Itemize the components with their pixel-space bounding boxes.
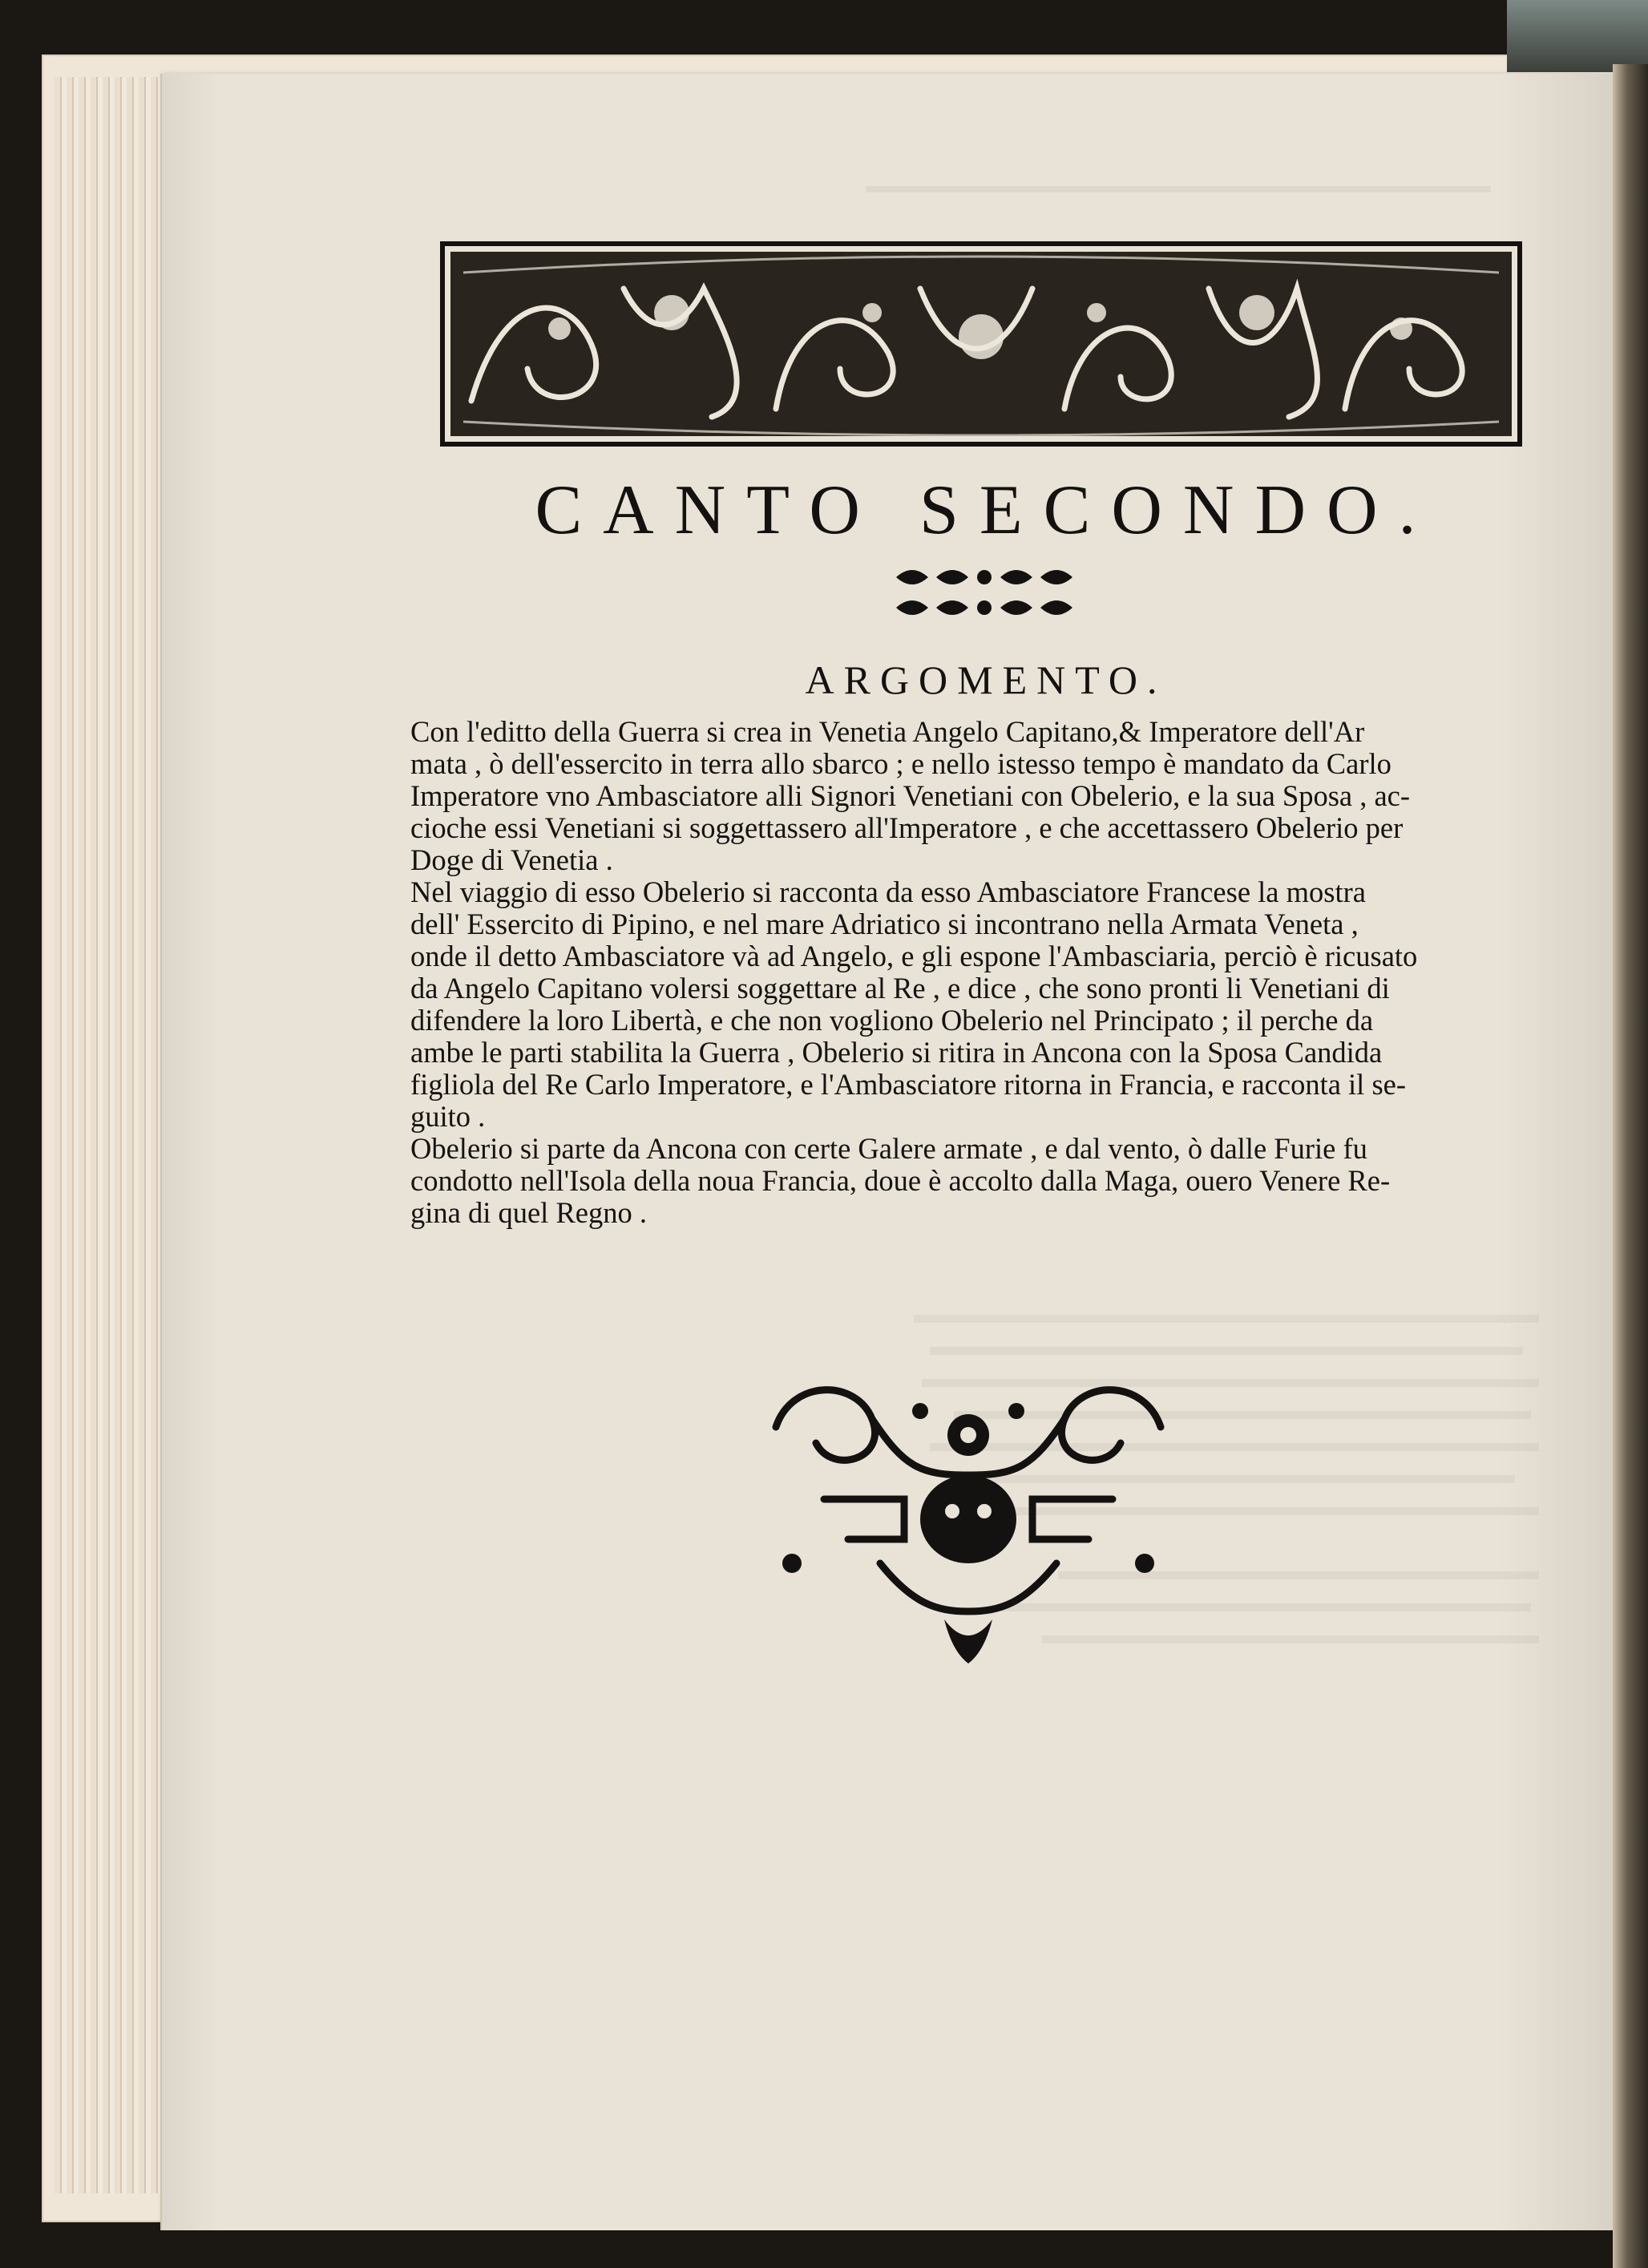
- paragraph-2: [410, 876, 1549, 1133]
- text-line: Imperatore vno Ambasciatore alli Signori Venetiani con Obelerio, e la sua Sposa , ac-: [410, 779, 1411, 812]
- argomento-text: [410, 716, 1549, 1229]
- text-line: gina di quel Regno .: [410, 1196, 647, 1229]
- paragraph-3: [410, 1133, 1549, 1229]
- text-line: Con l'editto della Guerra si crea in Venetia Angelo Capitano,& Imperatore dell'Ar: [410, 715, 1365, 748]
- text-line: Nel viaggio di esso Obelerio si racconta da esso Ambasciatore Francese la mostra: [410, 875, 1366, 908]
- text-line: figliola del Re Carlo Imperatore, e l'Ambasciatore ritorna in Francia, e racconta il se-: [410, 1068, 1406, 1101]
- text-line: mata , ò dell'essercito in terra allo sbarco ; e nello istesso tempo è mandato da Carlo: [410, 747, 1392, 780]
- text-line: guito .: [410, 1100, 486, 1133]
- text-line: onde il detto Ambasciatore và ad Angelo, e gli espone l'Ambasciaria, perciò è ricusato: [410, 940, 1418, 972]
- text-line: Doge di Venetia .: [410, 843, 613, 876]
- argomento-heading: ARGOMENTO.: [805, 657, 1167, 702]
- canto-title: CANTO SECONDO.: [535, 471, 1437, 549]
- paragraph-1: [410, 716, 1549, 876]
- book-cover-corner: [1507, 0, 1648, 72]
- fleuron-ornament-icon: [888, 561, 1080, 625]
- text-line: difendere la loro Libertà, e che non vogliono Obelerio nel Principato ; il perche da: [410, 1004, 1374, 1037]
- text-line: condotto nell'Isola della noua Francia, doue è accolto dalla Maga, ouero Venere Re-: [410, 1164, 1391, 1197]
- text-line: cioche essi Venetiani si soggettassero all'Imperatore , e che accettassero Obelerio per: [410, 811, 1404, 844]
- bleed-through: [834, 176, 1491, 217]
- woodcut-tailpiece-icon: [760, 1379, 1177, 1668]
- text-line: da Angelo Capitano volersi soggettare al Re , e dice , che sono pronti li Venetiani di: [410, 972, 1390, 1005]
- book-spine: [1613, 64, 1648, 2268]
- text-line: Obelerio si parte da Ancona con certe Galere armate , e dal vento, ò dalle Furie fu: [410, 1132, 1367, 1165]
- text-line: ambe le parti stabilita la Guerra , Obelerio si ritira in Ancona con la Sposa Candida: [410, 1036, 1383, 1069]
- text-line: dell' Essercito di Pipino, e nel mare Adriatico si incontrano nella Armata Veneta ,: [410, 908, 1359, 940]
- bleed-through-marks: [834, 176, 1491, 208]
- woodcut-headpiece-icon: [439, 241, 1523, 447]
